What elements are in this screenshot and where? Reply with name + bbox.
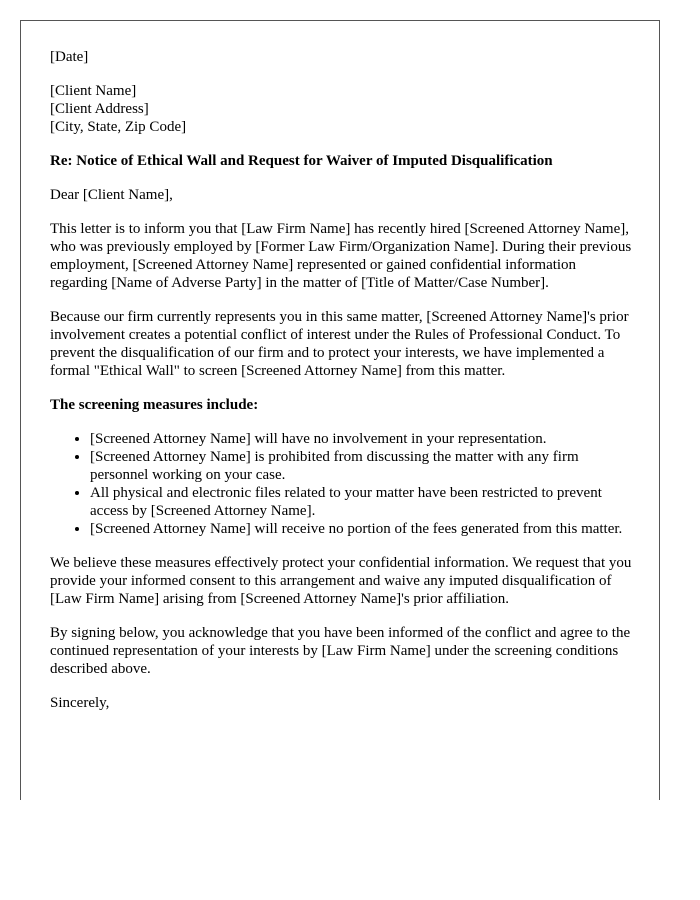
list-item: • [Screened Attorney Name] is prohibited from discussing the matter with any firm personnel working on your case. (90, 448, 634, 484)
client-name: [Client Name] (50, 83, 137, 99)
list-item: • All physical and electronic files related to your matter have been restricted to prevent access by [Screened Attorney Name]. (90, 484, 634, 520)
letter-body (50, 48, 634, 728)
measures-heading: The screening measures include: (50, 397, 259, 413)
paragraph-intro: This letter is to inform you that [Law Firm Name] has recently hired [Screened Attorney Name], who was previously employed by [Former Law Firm/Organization Name]. During their previous employment, [Screened Attorney Name] represented or gained confidential information regarding [Name of Adverse Party] in the matter of [Title of Matter/Case Number]. (50, 221, 632, 291)
list-item: • [Screened Attorney Name] will have no involvement in your representation. (90, 430, 634, 448)
client-city-state-zip: [City, State, Zip Code] (50, 119, 187, 135)
subject-line: Re: Notice of Ethical Wall and Request for Waiver of Imputed Disqualification (50, 153, 553, 169)
paragraph-acknowledgement: By signing below, you acknowledge that you have been informed of the conflict and agree to the continued representation of your interests by [Law Firm Name] under the screening conditions described above. (50, 625, 631, 677)
closing: Sincerely, (50, 695, 110, 711)
paragraph-conflict: Because our firm currently represents you in this same matter, [Screened Attorney Name]'s prior involvement creates a potential conflict of interest under the Rules of Professional Conduct. To prevent the disqualification of our firm and to protect your interests, we have implemented a formal "Ethical Wall" to screen [Screened Attorney Name] from this matter. (50, 309, 629, 379)
letter-page (20, 20, 660, 800)
measures-list (50, 430, 634, 538)
list-item: • [Screened Attorney Name] will receive no portion of the fees generated from this matter. (90, 520, 634, 538)
salutation: Dear [Client Name], (50, 187, 173, 203)
client-address: [Client Address] (50, 101, 149, 117)
client-address-block (50, 82, 634, 136)
letter-date: [Date] (50, 49, 89, 65)
paragraph-consent: We believe these measures effectively protect your confidential information. We request that you provide your informed consent to this arrangement and waive any imputed disqualification of [Law Firm Name] arising from [Screened Attorney Name]'s prior affiliation. (50, 555, 632, 607)
